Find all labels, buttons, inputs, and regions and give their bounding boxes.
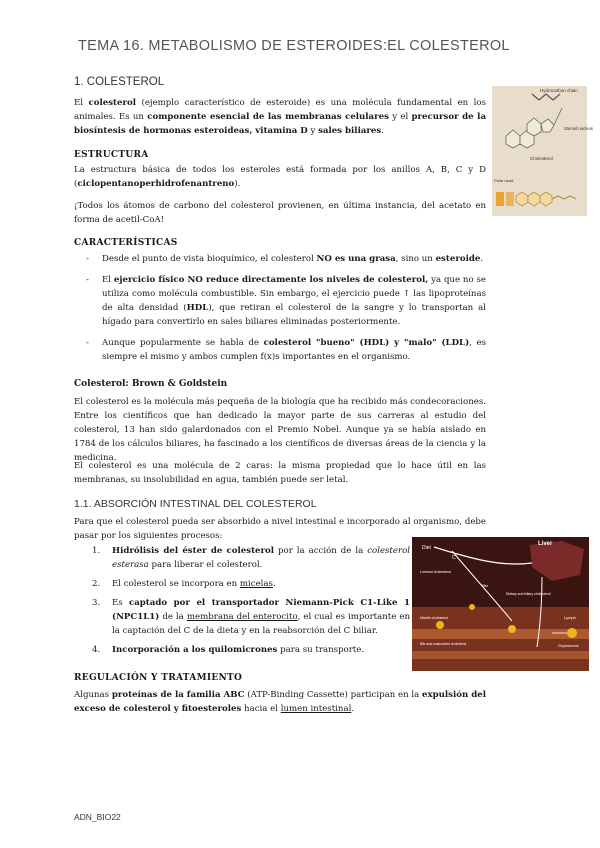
page-title: TEMA 16. METABOLISMO DE ESTEROIDES:EL COLESTEROL: [78, 38, 510, 54]
subheading-regulacion: REGULACIÓN Y TRATAMIENTO: [74, 673, 243, 683]
membrane-band: [412, 629, 589, 639]
section-heading-colesterol: 1. COLESTEROL: [74, 76, 165, 88]
bullet-dash: -: [86, 338, 89, 348]
label-cholesterol: Cholesterol: [530, 156, 553, 161]
bold-run: esteroide: [435, 254, 481, 264]
bold-run: HDL: [186, 303, 209, 313]
label-luminal-cholesterol: Luminal cholesterol: [420, 570, 451, 574]
bold-run: captado por el transportador Niemann-Pick C1-Like 1 (NPC1L1): [112, 598, 410, 622]
section-heading-absorcion: 1.1. ABSORCIÓN INTESTINAL DEL COLESTEROL: [74, 498, 317, 510]
underlined-run: lumen intestinal: [280, 704, 352, 714]
step-number: 1.: [92, 546, 101, 556]
estructura-paragraph-1: [74, 163, 486, 191]
text-run: El colesterol se incorpora en: [112, 579, 240, 589]
underlined-run: micelas: [239, 579, 273, 589]
subheading-estructura: ESTRUCTURA: [74, 150, 149, 160]
text-run: hacia el: [241, 704, 281, 714]
label-steroid-nucleus: Steroid nucleus: [564, 126, 593, 131]
micelle-dot: [436, 621, 444, 629]
cholesterol-dot: [508, 625, 516, 633]
text-run: de la: [159, 612, 187, 622]
bold-run: Incorporación a los quilomicrones: [112, 645, 278, 655]
bold-run: precursor de la biosíntesis de hormonas esteroideas, vitamina D: [74, 112, 487, 136]
text-run: .: [381, 126, 384, 136]
polar-head-block: [506, 192, 514, 206]
bold-run: expulsión del exceso de colesterol y fitoesteroles: [74, 690, 486, 714]
label-bile-acid-unabsorbed: Bile-acid unabsorbed cholesterol: [420, 642, 467, 646]
bold-run: componente esencial de las membranas celulares: [147, 112, 389, 122]
label-c: C: [452, 555, 456, 561]
label-dietary-biliary: Dietary and biliary cholesterol: [506, 592, 551, 596]
cholesterol-structure-figure: [492, 86, 593, 216]
estructura-paragraph-2: ¡Todos los átomos de carbono del colesterol provienen, en última instancia, del acetato en forma de acetil-CoA!: [74, 201, 486, 225]
regulacion-paragraph: [74, 688, 486, 716]
label-chylomicrons: Chylomicrons: [558, 644, 579, 648]
text-run: y el: [388, 112, 412, 122]
bold-run: proteínas de la familia ABC: [111, 690, 245, 700]
membrane-band: [412, 651, 589, 659]
text-run: Es: [112, 598, 129, 608]
list-item: [74, 273, 486, 329]
text-run: , el cual es importante en la captación del C de la dieta y en la reabsorción del C biliar.: [112, 612, 410, 636]
text-run: .: [272, 579, 276, 589]
text-run: Desde el punto de vista bioquímico, el colesterol: [102, 254, 317, 264]
text-run: Aunque popularmente se habla de: [102, 338, 264, 348]
text-run: El: [102, 275, 114, 285]
bold-run: ejercicio físico NO reduce directamente los niveles de colesterol,: [113, 275, 429, 285]
list-item: [74, 252, 486, 266]
text-run: (ATP-Binding Cassette) participan en la: [244, 690, 423, 700]
text-run: La estructura básica de todos los esteroles está formada por los anillos A, B, C y D (: [74, 165, 486, 189]
bold-run: ciclopentanoperhidrofenantreno: [77, 179, 235, 189]
caracteristicas-list: [74, 252, 486, 371]
text-run: para su transporte.: [277, 645, 365, 655]
text-run: ).: [234, 179, 241, 189]
text-run: .: [480, 254, 484, 264]
text-run: .: [351, 704, 355, 714]
text-run: El: [74, 98, 89, 108]
label-lymph: Lymph: [564, 615, 576, 620]
text-run: por la acción de la: [274, 546, 368, 556]
polar-head-block: [496, 192, 504, 206]
bold-run: Hidrólisis del éster de colesterol: [112, 546, 275, 556]
list-item: [74, 544, 410, 572]
italic-run: colesterol esterasa: [112, 546, 411, 570]
step-number: 4.: [92, 645, 101, 655]
brown-paragraph-2: El colesterol es una molécula de 2 caras: la misma propiedad que lo hace útil en las membranas, su insolubilidad en agua, también puede ser letal.: [74, 461, 486, 485]
text-run: (ejemplo característico de esteroide) es una molécula fundamental en los animales. Es un: [74, 98, 486, 122]
bold-run: colesterol: [88, 98, 136, 108]
step-number: 3.: [92, 598, 101, 608]
text-run: y: [307, 126, 319, 136]
list-item: [74, 577, 410, 591]
text-run: , es siempre el mismo y ambos cumplen f(x)s importantes en el organismo.: [102, 338, 486, 362]
list-item: [74, 596, 410, 638]
list-item: [74, 336, 486, 364]
label-micelle-cholesterol: Micelle cholesterol: [420, 616, 448, 620]
bold-run: colesterol "bueno" (HDL) y "malo" (LDL): [263, 338, 470, 348]
list-item: [74, 643, 410, 657]
text-run: , sino un: [395, 254, 436, 264]
label-polar-head: Polar head: [494, 178, 514, 183]
label-hydrocarbon-chain: Hydrocarbon chain: [540, 88, 578, 93]
subheading-caracteristicas: CARACTERÍSTICAS: [74, 238, 178, 248]
bold-run: sales biliares: [318, 126, 382, 136]
absorcion-intro: Para que el colesterol pueda ser absorbido a nivel intestinal e incorporado al organismo, debe pasar por los siguientes procesos:: [74, 517, 486, 541]
cholesterol-dot: [469, 604, 475, 610]
label-diet: Diet: [422, 545, 431, 551]
text-run: ya que no se utiliza como molécula combustible. Sin embargo, el ejercicio puede ↑ las lipoproteínas de alta densidad (: [102, 275, 487, 313]
subheading-brown-goldstein: Colesterol: Brown & Goldstein: [74, 379, 228, 389]
underlined-run: membrana del enterocito: [186, 612, 298, 622]
page-footer: ADN_BIO22: [74, 812, 121, 822]
brown-paragraph-1: El colesterol es la molécula más pequeña de la biología que ha recibido más condecoraciones. Entre los científicos que han dedicado la mayor parte de sus carreras al estudio del colesterol, 13 han sido galardonados con el Premio Nobel. Aunque ya se había aislado en 1784 de los cálculos biliares, ha fascinado a los científicos de diversas áreas de la ciencia y la medicina.: [74, 397, 486, 463]
label-liver: Liver: [538, 541, 553, 547]
bold-run: NO es una grasa: [316, 254, 396, 264]
step-number: 2.: [92, 579, 101, 589]
text-run: ), que retiran el colesterol de la sangre y lo transportan al hígado para convertirlo en sales biliares eliminadas posteriormente.: [102, 303, 486, 327]
chylomicron-dot: [567, 628, 577, 638]
intro-paragraph: [74, 96, 486, 138]
label-bile: Bile: [482, 584, 489, 588]
intestinal-absorption-figure: [412, 537, 589, 671]
bullet-dash: -: [86, 275, 89, 285]
text-run: para liberar el colesterol.: [148, 560, 263, 570]
bullet-dash: -: [86, 254, 89, 264]
text-run: Algunas: [74, 690, 112, 700]
absorcion-steps-list: [74, 544, 410, 662]
